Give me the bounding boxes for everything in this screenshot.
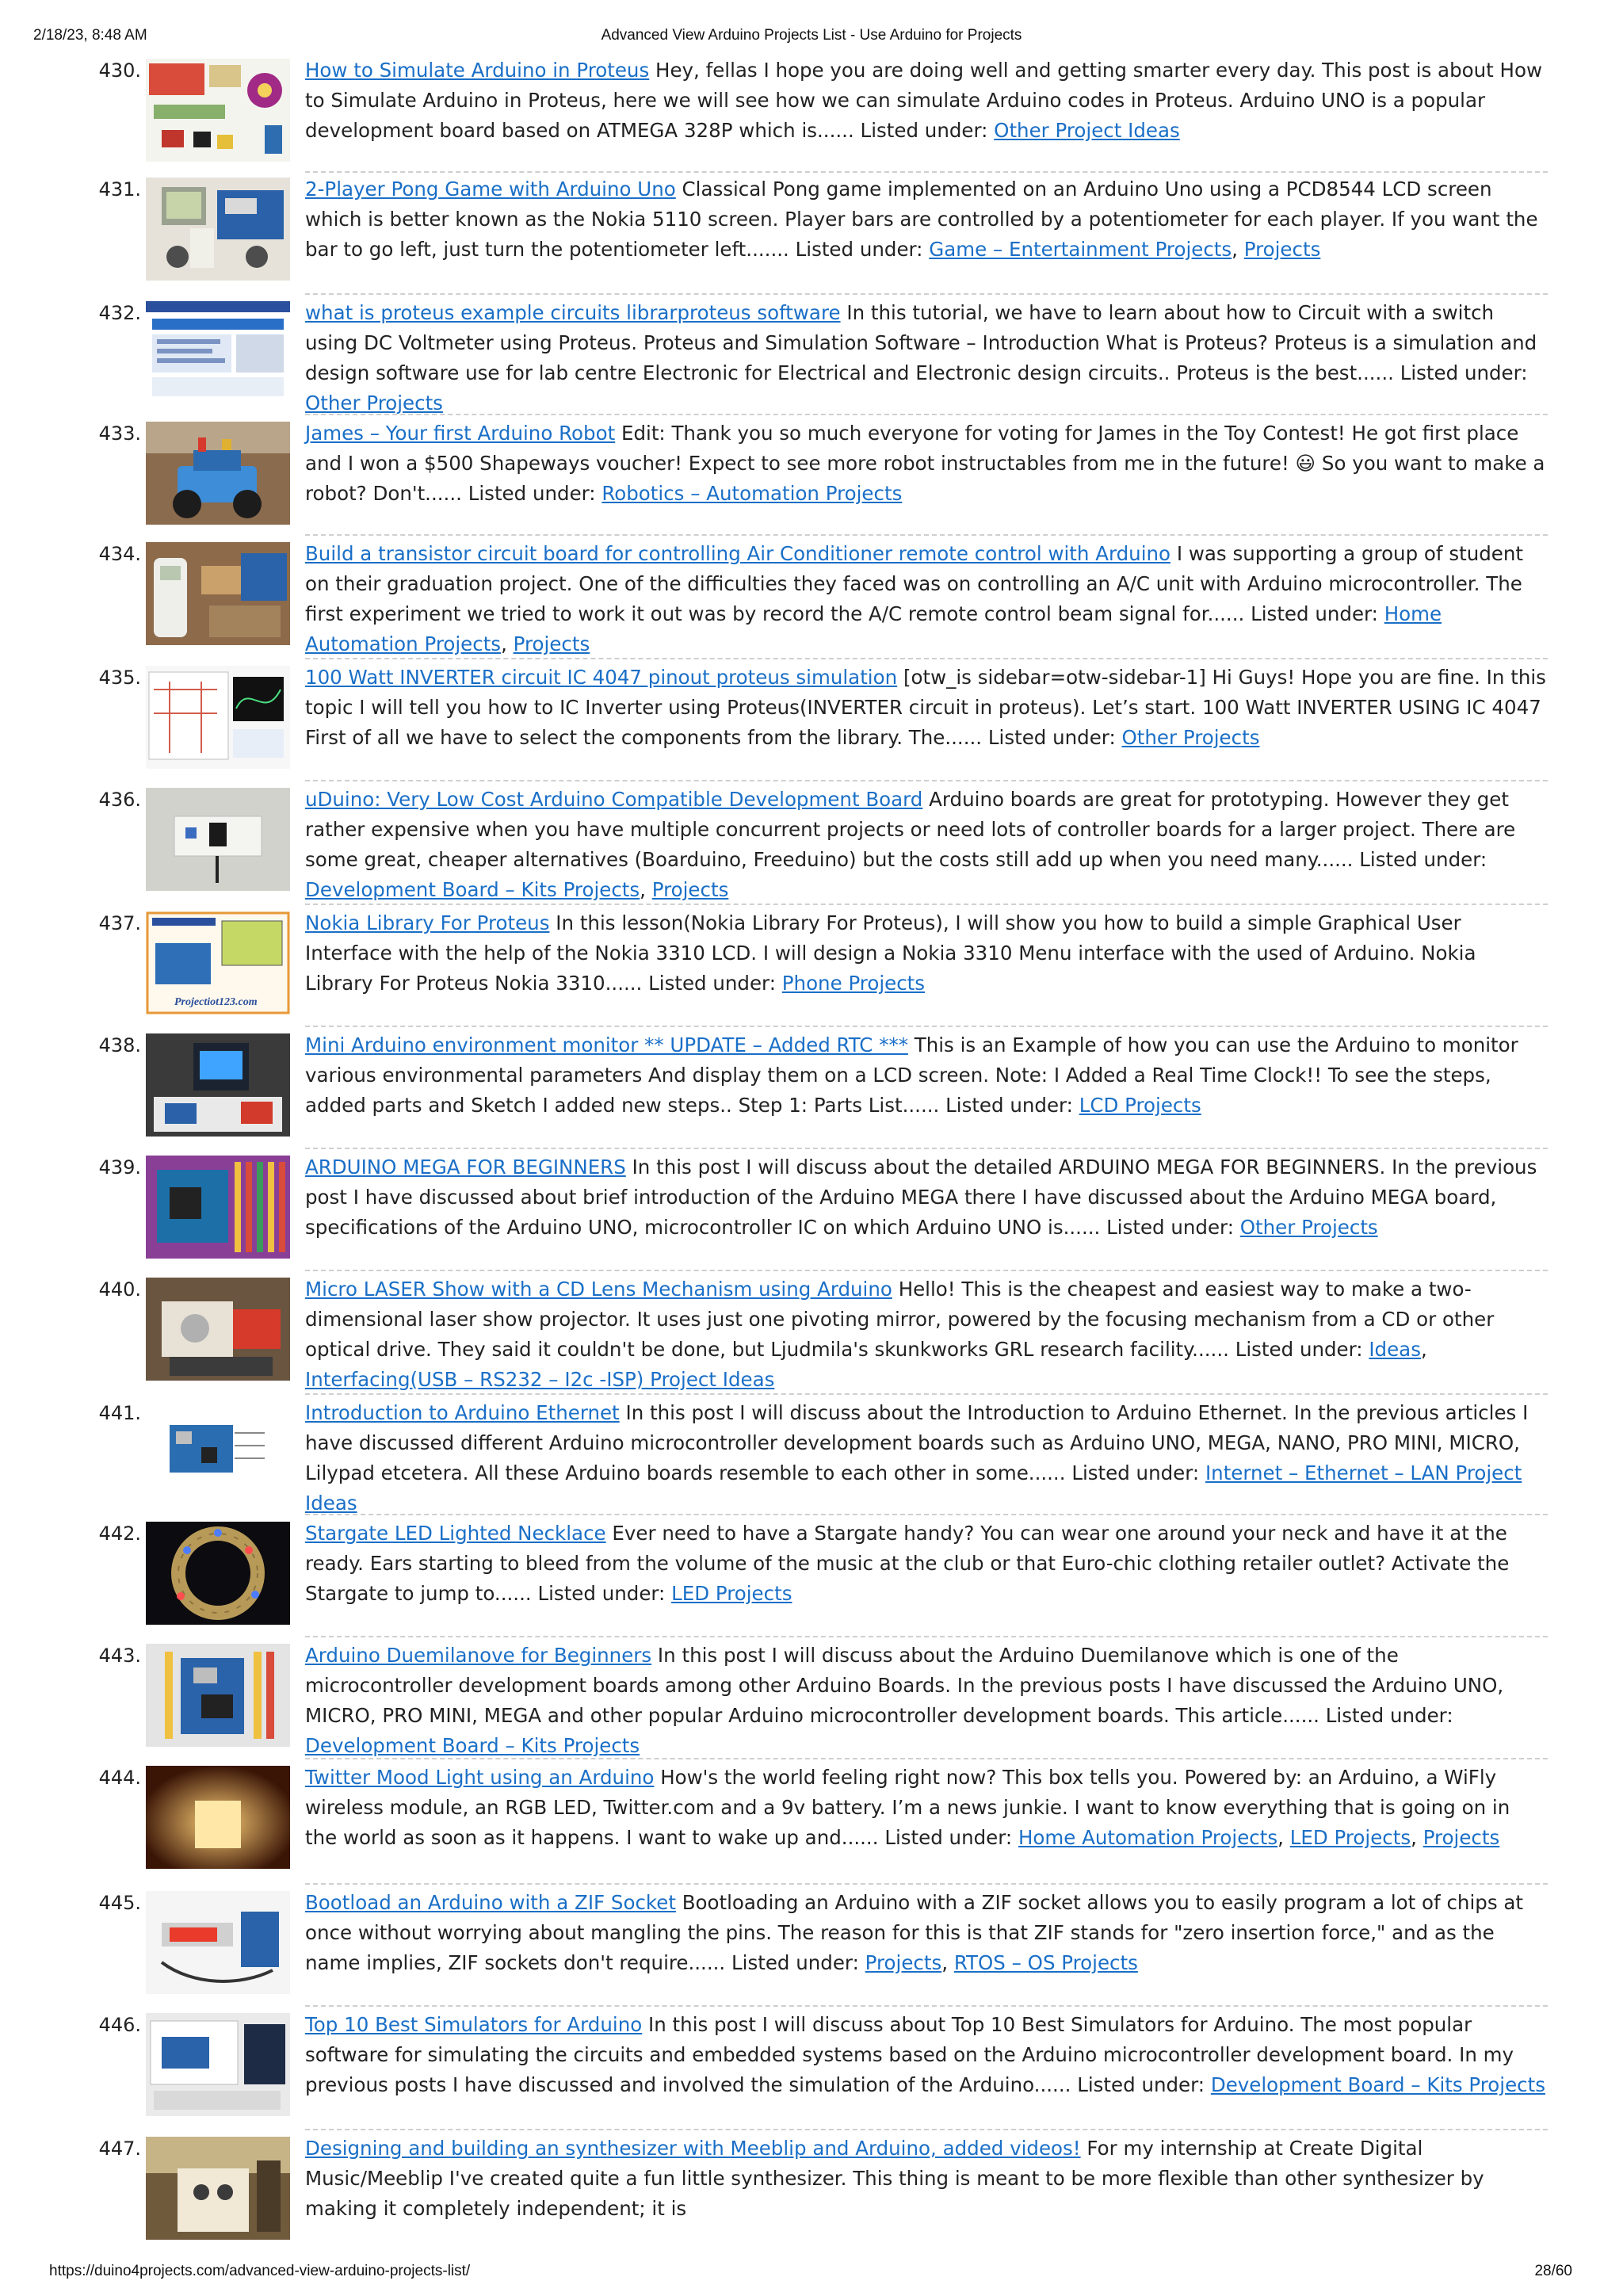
item-text: Twitter Mood Light using an Arduino How's the world feeling right now? This box tells you. Powered by: an Arduino, a WiFly wireless module, an RGB LED, Twitter.com and a 9v battery. I’m a news junkie. I want to know everything that is going on in the world as soon as it happens. I want to wake up and...... Listed under: Home Automation Projects, LED Projects, Projects — [305, 1766, 1510, 1849]
project-thumbnail[interactable] — [146, 2137, 290, 2240]
item-text — [305, 1030, 1548, 1121]
category-link[interactable]: Other Projects — [1121, 726, 1260, 749]
listed-under-label: Listed under: — [860, 119, 988, 142]
item-separator — [305, 780, 1548, 781]
listed-under-label: Listed under: — [648, 972, 776, 995]
item-number: 430. — [98, 59, 141, 82]
listed-under-label: Listed under: — [468, 482, 596, 505]
item-text: Micro LASER Show with a CD Lens Mechanism using Arduino Hello! This is the cheapest and easiest way to make a two-dimensional laser show projector. It uses just one pivoting mirror, powered by the focusing mechanism from a CD or other optical drive. They said it couldn't be done, but Ljudmila's skunkworks GRL research facility...... Listed under: Ideas, Interfacing(USB – RS232 – I2c -ISP) Project Ideas — [305, 1278, 1495, 1391]
item-separator — [305, 2005, 1548, 2007]
project-thumbnail[interactable] — [146, 59, 290, 162]
project-title-link[interactable]: Build a transistor circuit board for controlling Air Conditioner remote control with Arduino — [305, 542, 1171, 565]
project-thumbnail[interactable] — [146, 1401, 290, 1504]
project-title-link[interactable]: James – Your first Arduino Robot — [305, 422, 616, 445]
listed-under-label: Listed under: — [1077, 2073, 1205, 2096]
project-title-link[interactable]: 2-Player Pong Game with Arduino Uno — [305, 178, 676, 201]
item-text — [305, 2134, 1548, 2224]
listed-under-label: Listed under: — [537, 1582, 666, 1605]
project-description: Classical Pong game implemented on an Arduino Uno using a PCD8544 LCD screen which is better known as the Nokia 5110 screen. Player bars are controlled by a potentiometer for each player. If you want the bar to go left, just turn the potentiometer left....... — [305, 178, 1538, 261]
item-separator — [305, 1636, 1548, 1637]
item-text: Build a transistor circuit board for controlling Air Conditioner remote control with Arduino I was supporting a group of student on their graduation project. One of the difficulties they faced was on controlling an A/C unit with Arduino microcontroller. The first experiment we tried to work it out was by record the A/C remote control beam signal for...... Listed under: Home Automation Projects, Projects — [305, 542, 1523, 655]
project-title-link[interactable]: Top 10 Best Simulators for Arduino — [305, 2013, 643, 2036]
item-number: 447. — [98, 2137, 141, 2160]
item-text: uDuino: Very Low Cost Arduino Compatible Development Board Arduino boards are great for prototyping. However they get rather expensive when you have multiple concurrent projects or need lots of controller boards for a larger project. There are some great, cheaper alternatives (Boarduino, Freeduino) but the costs still add up when you need many...... Listed under: Development Board – Kits Projects, Projects — [305, 788, 1516, 901]
project-description: Arduino boards are great for prototyping. However they get rather expensive when you have multiple concurrent projects or need lots of controller boards for a larger project. There are some great, cheaper alternatives (Boarduino, Freeduino) but the costs still add up when you need many...... — [305, 788, 1516, 871]
category-link[interactable]: Home Automation Projects — [1018, 1826, 1278, 1849]
item-text — [305, 1398, 1548, 1519]
category-link[interactable]: Interfacing(USB – RS232 – I2c -ISP) Project Ideas — [305, 1368, 775, 1391]
category-link[interactable]: Home Automation Projects — [305, 602, 1442, 655]
item-number: 444. — [98, 1767, 141, 1789]
item-text — [305, 1152, 1548, 1243]
category-link[interactable]: Projects — [1243, 238, 1321, 261]
thumb-caption: Projectiot123.com — [174, 996, 258, 1008]
item-text — [305, 2010, 1548, 2100]
project-thumbnail[interactable] — [146, 1156, 290, 1259]
category-link[interactable]: Internet – Ethernet – LAN Project Ideas — [305, 1461, 1522, 1515]
project-thumbnail[interactable] — [146, 422, 290, 525]
category-link[interactable]: Other Projects — [1239, 1216, 1378, 1239]
item-separator — [305, 293, 1548, 295]
project-description: In this post I will discuss about the detailed ARDUINO MEGA FOR BEGINNERS. In the previous post I have discussed about brief introduction of the Arduino MEGA there I have discussed about the Arduino MEGA board, specifications of the Arduino UNO, microcontroller IC on which Arduino UNO is...... — [305, 1156, 1537, 1239]
project-thumbnail[interactable] — [146, 1278, 290, 1381]
item-separator — [305, 1514, 1548, 1515]
item-number: 438. — [98, 1034, 141, 1056]
print-url: https://duino4projects.com/advanced-view-arduino-projects-list/ — [49, 2263, 471, 2279]
item-number: 435. — [98, 667, 141, 689]
listed-under-label: Listed under: — [1400, 361, 1528, 384]
project-title-link[interactable]: ARDUINO MEGA FOR BEGINNERS — [305, 1156, 626, 1179]
project-title-link[interactable]: Nokia Library For Proteus — [305, 911, 550, 934]
listed-under-label: Listed under: — [987, 726, 1116, 749]
item-text — [305, 908, 1548, 999]
project-description: [otw_is sidebar=otw-sidebar-1] Hi Guys! Hope you are fine. In this topic I will tell you how to IC Inverter using Proteus(INVERTER circuit in proteus). Let’s start. 100 Watt INVERTER USING IC 4047 First of all we have to select the components from the library. The...... — [305, 666, 1546, 749]
project-title-link[interactable]: what is proteus example circuits librarproteus software — [305, 301, 841, 324]
item-number: 437. — [98, 912, 141, 934]
project-title-link[interactable]: Designing and building an synthesizer with Meeblip and Arduino, added videos! — [305, 2137, 1081, 2160]
category-link[interactable]: Other Project Ideas — [994, 119, 1180, 142]
item-number: 436. — [98, 789, 141, 811]
item-text — [305, 55, 1548, 146]
listed-under-label: Listed under: — [1251, 602, 1378, 625]
item-separator — [305, 1758, 1548, 1759]
project-thumbnail[interactable] — [146, 1033, 290, 1137]
item-separator — [305, 2129, 1548, 2130]
item-number: 434. — [98, 543, 141, 565]
project-description: Hello! This is the cheapest and easiest way to make a two-dimensional laser show projector. It uses just one pivoting mirror, powered by the focusing mechanism from a CD or other optical drive. They said it couldn't be done, but Ljudmila's skunkworks GRL research facility...... — [305, 1278, 1495, 1361]
print-datetime: 2/18/23, 8:48 AM — [33, 27, 147, 44]
item-text — [305, 418, 1548, 509]
project-title-link[interactable]: uDuino: Very Low Cost Arduino Compatible Development Board — [305, 788, 923, 811]
project-title-link[interactable]: Micro LASER Show with a CD Lens Mechanism using Arduino — [305, 1278, 892, 1301]
item-text: 2-Player Pong Game with Arduino Uno Classical Pong game implemented on an Arduino Uno using a PCD8544 LCD screen which is better known as the Nokia 5110 screen. Player bars are controlled by a potentiometer for each player. If you want the bar to go left, just turn the potentiometer left....... Listed under: Game – Entertainment Projects, Projects — [305, 178, 1538, 261]
project-title-link[interactable]: Twitter Mood Light using an Arduino — [305, 1766, 655, 1789]
project-thumbnail[interactable] — [146, 542, 290, 645]
item-text — [305, 1641, 1548, 1761]
project-thumbnail[interactable] — [146, 1891, 290, 1994]
project-title-link[interactable]: Stargate LED Lighted Necklace — [305, 1522, 606, 1545]
project-thumbnail[interactable] — [146, 1644, 290, 1747]
project-description: This is an Example of how you can use the Arduino to monitor various environmental parameters And display them on a LCD screen. Note: I Added a Real Time Clock!! To see the steps, added parts and Sketch I added new steps.. Step 1: Parts List...... — [305, 1033, 1518, 1117]
project-description: For my internship at Create Digital Music/Meeblip I've created quite a fun little synthesizer. This thing is meant to be more flexible than other synthesizer by making it completely independent; it is — [305, 2137, 1484, 2220]
listed-under-label: Listed under: — [1359, 848, 1487, 871]
project-description: Edit: Thank you so much everyone for voting for James in the Toy Contest! He got first place and I won a $500 Shapeways voucher! Expect to see more robot instructables from me in the future! 😃 So you want to make a robot? Don't...... — [305, 422, 1545, 505]
listed-under-label: Listed under: — [1235, 1338, 1363, 1361]
print-page-number: 28/60 — [1534, 2263, 1572, 2279]
project-thumbnail[interactable] — [146, 911, 290, 1014]
item-number: 432. — [98, 302, 141, 324]
listed-under-label: Listed under: — [1325, 1704, 1453, 1727]
item-number: 443. — [98, 1645, 141, 1667]
project-description: In this post I will discuss about the Arduino Duemilanove which is one of the microcontroller development boards among other Arduino Boards. In the previous posts I have discussed the Arduino UNO, MICRO, PRO MINI, MEGA and other popular Arduino microcontroller development boards. This article...... — [305, 1644, 1504, 1727]
item-text — [305, 663, 1548, 753]
item-number: 431. — [98, 178, 141, 201]
category-link[interactable]: Ideas — [1369, 1338, 1421, 1361]
project-thumbnail[interactable] — [146, 1766, 290, 1869]
project-thumbnail[interactable] — [146, 301, 290, 404]
project-thumbnail[interactable] — [146, 788, 290, 891]
item-text: Bootload an Arduino with a ZIF Socket Bootloading an Arduino with a ZIF socket allows you to easily program a lot of chips at once without worrying about mangling the pins. The reason for this is that ZIF stands for "zero insertion force," and as the name implies, ZIF sockets don't require...... Listed under: Projects, RTOS – OS Projects — [305, 1891, 1523, 1974]
category-link[interactable]: LED Projects — [671, 1582, 792, 1605]
project-title-link[interactable]: Mini Arduino environment monitor ** UPDATE – Added RTC *** — [305, 1033, 908, 1056]
listed-under-label: Listed under: — [1071, 1461, 1200, 1484]
category-link[interactable]: Other Projects — [305, 392, 443, 415]
project-description: Bootloading an Arduino with a ZIF socket allows you to easily program a lot of chips at once without worrying about mangling the pins. The reason for this is that ZIF stands for "zero insertion force," and as the name implies, ZIF sockets don't require...... — [305, 1891, 1523, 1974]
item-number: 441. — [98, 1402, 141, 1424]
print-header — [0, 27, 1623, 51]
item-separator — [305, 534, 1548, 536]
project-thumbnail[interactable] — [146, 178, 290, 281]
project-description: In this tutorial, we have to learn about how to Circuit with a switch using DC Voltmeter using Proteus. Proteus and Simulation Software – Introduction What is Proteus? Proteus is a simulation and design software use for lab centre Electronic for Electrical and Electronic design circuits.. Proteus is the best...... — [305, 301, 1537, 384]
listed-under-label: Listed under: — [731, 1951, 859, 1974]
listed-under-label: Listed under: — [884, 1826, 1013, 1849]
project-description: In this post I will discuss about the Introduction to Arduino Ethernet. In the previous articles I have discussed different Arduino microcontroller development boards such as Arduino UNO, MEGA, NANO, PRO MINI, MICRO, Lilypad etcetera. All these Arduino boards resemble to each other in some...... — [305, 1401, 1529, 1484]
print-footer — [0, 2263, 1623, 2286]
category-link[interactable]: Game – Entertainment Projects — [929, 238, 1232, 261]
item-text — [305, 1519, 1548, 1609]
listed-under-label: Listed under: — [945, 1094, 1073, 1117]
category-link[interactable]: Robotics – Automation Projects — [601, 482, 903, 505]
category-link[interactable]: LCD Projects — [1079, 1094, 1201, 1117]
project-title-link[interactable]: Introduction to Arduino Ethernet — [305, 1401, 620, 1424]
listed-under-label: Listed under: — [795, 238, 923, 261]
project-description: In this lesson(Nokia Library For Proteus), I will show you how to build a simple Graphical User Interface with the help of the Nokia 3310 LCD. I will design a Nokia 3310 Menu interface with the used of Arduino. Nokia Library For Proteus Nokia 3310...... — [305, 911, 1476, 995]
item-separator — [305, 1393, 1548, 1395]
print-page-title: Advanced View Arduino Projects List - Use Arduino for Projects — [601, 27, 1022, 44]
item-separator — [305, 1883, 1548, 1885]
project-description: Ever need to have a Stargate handy? You can wear one around your neck and have it at the ready. Ears starting to bleed from the volume of the music at the club or that Euro-chic clothing retailer outlet? Activate the Stargate to jump to...... — [305, 1522, 1510, 1605]
item-number: 440. — [98, 1278, 141, 1301]
category-link[interactable]: Projects — [1423, 1826, 1500, 1849]
project-description: In this post I will discuss about Top 10 Best Simulators for Arduino. The most popular software for simulating the circuits and embedded systems based on the Arduino microcontroller development board. In my previous posts I have discussed and involved the simulation of the Arduino...... — [305, 2013, 1514, 2096]
category-link[interactable]: Development Board – Kits Projects — [1210, 2073, 1545, 2096]
item-separator — [305, 1270, 1548, 1271]
category-link[interactable]: Projects — [651, 878, 729, 901]
item-number: 446. — [98, 2014, 141, 2036]
category-link[interactable]: Projects — [865, 1951, 942, 1974]
project-thumbnail[interactable] — [146, 2013, 290, 2116]
project-description: I was supporting a group of student on their graduation project. One of the difficulties they faced was on controlling an A/C unit with Arduino microcontroller. The first experiment we tried to work it out was by record the A/C remote control beam signal for...... — [305, 542, 1523, 625]
listed-under-label: Listed under: — [1106, 1216, 1234, 1239]
project-description: Hey, fellas I hope you are doing well and getting smarter every day. This post is about How to Simulate Arduino in Proteus, here we will see how we can simulate Arduino codes in Proteus. Arduino UNO is a popular development board based on ATMEGA 328P which is...... — [305, 59, 1542, 142]
item-separator — [305, 414, 1548, 415]
item-separator — [305, 904, 1548, 905]
category-link[interactable]: RTOS – OS Projects — [953, 1951, 1138, 1974]
item-separator — [305, 1026, 1548, 1027]
project-thumbnail[interactable] — [146, 666, 290, 769]
category-link[interactable]: LED Projects — [1289, 1826, 1411, 1849]
item-separator — [305, 171, 1548, 173]
project-title-link[interactable]: Arduino Duemilanove for Beginners — [305, 1644, 652, 1667]
item-separator — [305, 1148, 1548, 1149]
project-description: How's the world feeling right now? This box tells you. Powered by: an Arduino, a WiFly wireless module, an RGB LED, Twitter.com and a 9v battery. I’m a news junkie. I want to know everything that is going on in the world as soon as it happens. I want to wake up and...... — [305, 1766, 1510, 1849]
category-link[interactable]: Projects — [513, 632, 590, 655]
project-title-link[interactable]: How to Simulate Arduino in Proteus — [305, 59, 650, 82]
category-link[interactable]: Development Board – Kits Projects — [305, 1734, 640, 1757]
item-text — [305, 298, 1548, 418]
project-title-link[interactable]: Bootload an Arduino with a ZIF Socket — [305, 1891, 676, 1914]
category-link[interactable]: Phone Projects — [781, 972, 926, 995]
item-number: 439. — [98, 1156, 141, 1179]
project-title-link[interactable]: 100 Watt INVERTER circuit IC 4047 pinout proteus simulation — [305, 666, 898, 689]
project-thumbnail[interactable] — [146, 1522, 290, 1625]
item-number: 433. — [98, 422, 141, 445]
item-number: 445. — [98, 1892, 141, 1914]
item-number: 442. — [98, 1522, 141, 1545]
item-separator — [305, 658, 1548, 659]
category-link[interactable]: Development Board – Kits Projects — [305, 878, 640, 901]
